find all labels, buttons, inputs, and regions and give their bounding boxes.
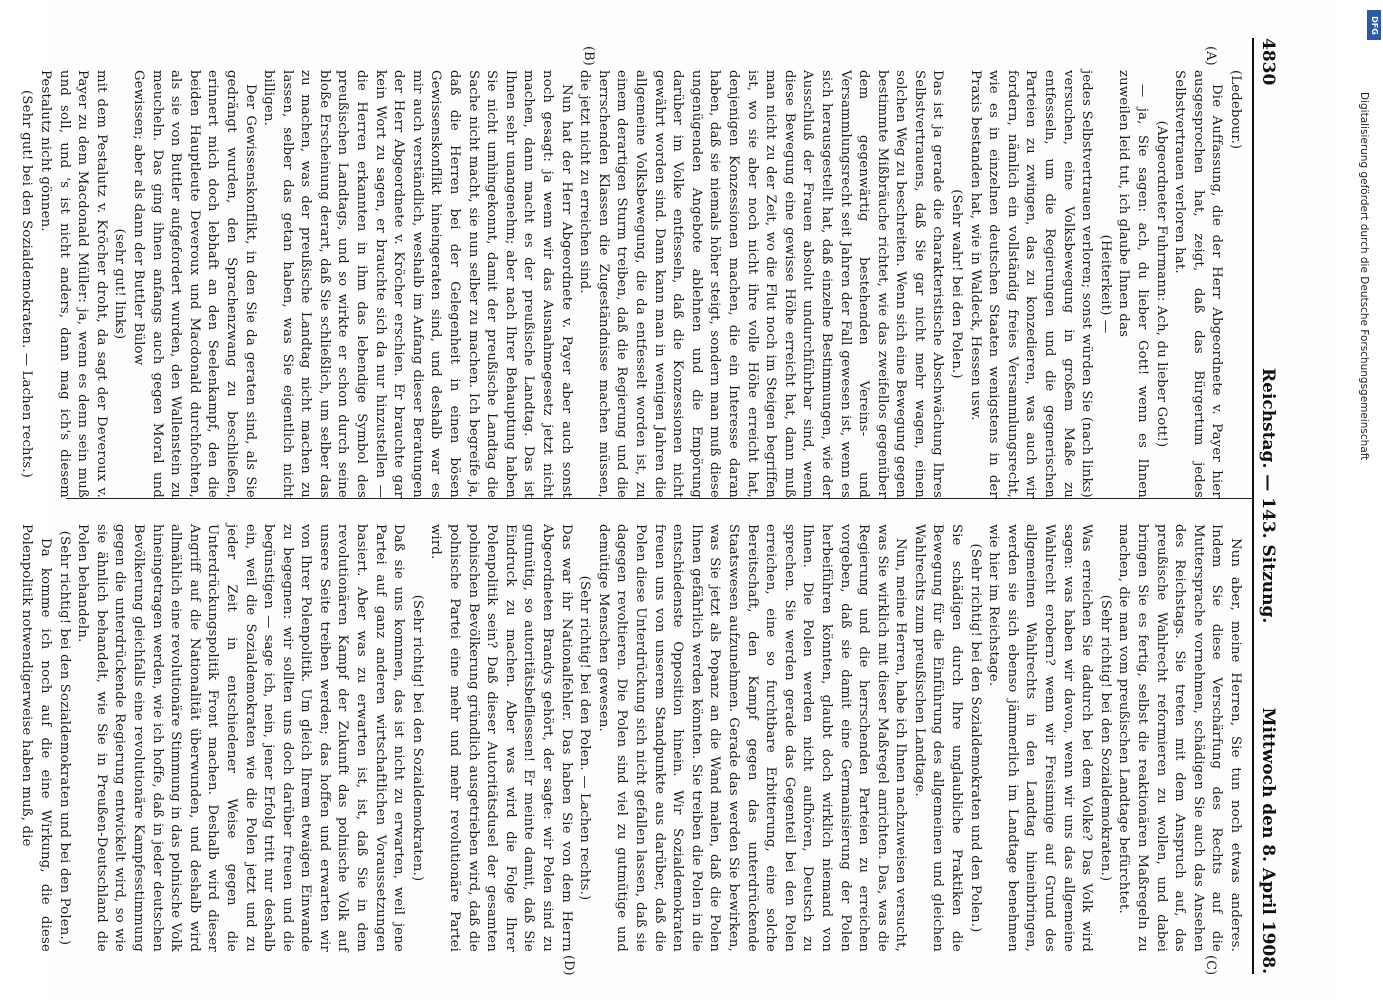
paragraph: Nun hat der Herr Abgeordnete v. Payer aber auch sonst noch gesagt: ja wenn wir das Ausnahmegesetz jetzt nicht machen, dann macht es der preußische Landtag. Das ist Ihnen sehr unangenehm; aber nach Ihrer Behauptung haben Sie nicht umhingekonnt, damit der preußische Landtag die Sache nicht macht, sie nun selber zu machen. Ich begreife ja, daß die Herren bei der Gelegenheit in einen bösen Gewissenskonflikt hineingeraten sind, und deshalb war es mir auch verständlich, weshalb im Anfang dieser Beratungen der Herr Abgeordnete v. Kröcher erschien. Er brauchte gar kein Wort zu sagen, er brauchte sich da nur hinzustellen — die Herren erkannten in ihm das lebendige Symbol des preußischen Landtags, und so wirkte er schon durch seine bloße Erscheinung derart, daß Sie schließlich, um selber das zu machen, was der preußische Landtag nicht machen zu lassen, selber das getan haben, was Sie eigentlich nicht billigen.	[261, 70, 574, 498]
paragraph: Daß sie uns kommen, das ist nicht zu erwarten, weil jene Partei auf ganz anderen wirtschaftlichen Voraussetzungen basiert. Aber was zu erwarten ist, ist, daß Sie in dem revolutionären Kampf der Zukunft das polnische Volk auf unsere Seite treiben werden; das hoffen und erwarten wir von Ihrer Polenpolitik. Um gleich Ihrem etwaigen Einwande zu begegnen: wir sollten uns doch darüber freuen und die begünstigen — sage ich, nein, jener Erfolg tritt nur deshalb ein, weil die Sozialdemokraten wie die Polen jetzt und zu jeder Zeit in entschiedener Weise gegen die Unterdrückungspolitik Front machen. Deshalb wird dieser Angriff auf die Nationalität überwunden, und deshalb wird allmählich eine revolutionäre Stimmung in das polnische Volk hineingetragen werden, wie ich hoffe, daß in jeder deutschen Bevölkerung gleichfalls eine revolutionäre Kampfesstimmung gegen die unterdrückende Regierung entwickelt wird, so wie sie ähnlich behandelt, wie Sie in Preußen-Deutschland die Polen behandeln.	[75, 524, 407, 952]
paragraph: (sehr gut! links)	[112, 228, 128, 340]
paragraph: (Sehr richtig! bei den Sozialdemokraten und bei den Polen.)	[56, 530, 72, 946]
paragraph: Nun aber, meine Herren, Sie tun noch etwas anderes. Indem Sie diese Verschärfung des Rechts auf die Muttersprache vornehmen, schädigen Sie auch das Ansehen des Reichstags. Sie treten mit dem Anspruch auf, das preußische Wahlrecht reformieren zu wollen, und dabei bringen Sie es fertig, selbst die reaktionären Maßregeln zu machen, die man vom preußischen Landtage befürchtet.	[1116, 524, 1243, 952]
header-left-title: Reichstag. — 143. Sitzung.	[1258, 368, 1278, 624]
paragraph: mit dem Pestalutz v. Kröcher droht, da sagt der Deveroux v. Payer zu dem Macdonald Müller: ja, wenn es denn sein muß und soll, und 's ist nicht anders, dann mag ich's diesem Pestalutz nicht gönnen.	[38, 70, 109, 498]
paragraph: (Sehr richtig! bei den Sozialdemokraten und den Polen.)	[967, 543, 983, 933]
digitization-note: Digitalisierung gefördert durch die Deutsche Forschungsgemeinschaft	[1358, 92, 1370, 461]
paragraph: jedes Selbstvertrauen verloren; sonst würden Sie (nach links) versuchen, eine Volksbewegung in großem Maße zu entfesseln, um die Regierungen und die gegnerischen Parteien zu zwingen, das zu konzedieren, was auch wir fordern, nämlich ein vollständig freies Versammlungsrecht, wie es in einzelnen deutschen Staaten wenigstens in der Praxis bestanden hat, wie in Waldeck, Hessen usw.	[967, 70, 1095, 498]
header-right-title: Mittwoch den 8. April 1908.	[1258, 707, 1278, 974]
column-divider	[66, 498, 1254, 499]
dfg-logo-text: DFG	[1369, 15, 1379, 35]
paragraph: Nun, meine Herren, habe ich Ihnen nachzuweisen versucht, was Sie wirklich mit dieser Maßregel anrichten. Das, was die Regierung und die herrschenden Parteien zu erreichen vorgeben, daß sie damit eine Germanisierung der Polen herbeiführen könnten, glaubt doch wirklich niemand von Ihnen. Die Polen werden nicht aufhören, Deutsch zu sprechen. Sie werden gerade das Gegenteil bei den Polen erreichen, eine so furchtbare Erbitterung, eine solche Bereitschaft, den Kampf gegen das unterdrückende Staatswesen aufzunehmen. Gerade das werden Sie bewirken, was Sie jetzt als Popanz an die Wand malen, daß die Polen Ihnen gefährlich werden könnten. Sie treiben die Polen in die entschiedenste Opposition hinein. Wir Sozialdemokraten freuen uns von unserem Standpunkte aus darüber, daß die Polen diese Unterdrückung sich nicht gefallen lassen, daß sie dagegen revoltieren. Die Polen sind viel zu gutmütige und demütige Menschen gewesen.	[595, 524, 909, 952]
paragraph: (Sehr wahr! bei den Polen.)	[949, 189, 965, 379]
paragraph: Sie schädigen durch Ihre unglaubliche Praktiken die Bewegung für die Einführung des allgemeinen und gleichen Wahlrechts zum preußischen Landtage.	[911, 524, 965, 952]
margin-letter-d: (D)	[561, 955, 576, 976]
paragraph: (Ledebour.)	[1228, 70, 1243, 150]
left-text-column	[19, 70, 1244, 498]
paragraph: Das ist ja gerade die charakteristische Abschwächung Ihres Selbstvertrauens, daß Sie gar nicht mehr wagen, einen solchen Weg zu beschreiten. Wenn sich eine Bewegung gegen bestimmte Mißbräuche richtet, wie das zweifellos gegenüber dem gegenwärtig bestehenden Vereins- und Versammlungsrecht seit Jahren der Fall gewesen ist, wenn es sich herausgestellt hat, daß einzelne Bestimmungen, wie der Ausschluß der Frauen absolut undurchführbar sind, wenn diese Bewegung eine gewisse Höhe erreicht hat, dann muß man nicht zu der Zeit, wo die Flut noch im Steigen begriffen ist, wo sie aber noch nicht ihre volle Höhe erreicht hat, denjenigen Konzessionen machen, die ein Interesse daran haben, daß sie niemals höher steigt, sondern man muß diese ungenügenden Angebote ablehnen und die Empörung darüber im Volke entfesseln, daß die Konzessionen nicht gewährt worden sind. Dann kann man in wenigen Jahren die allgemeine Volksbewegung, die da entfesselt worden ist, zu einem derartigen Sturm treiben, daß die Regierung und die herrschenden Klassen die Zugeständnisse machen müssen, die jetzt nicht zu erreichen sind.	[577, 70, 946, 498]
paragraph: (Sehr gut! bei den Sozialdemokraten. — Lachen rechts.)	[19, 90, 35, 478]
dfg-logo	[1367, 10, 1381, 40]
paragraph: (Sehr richtig! bei den Polen. — Lachen rechts.)	[577, 575, 593, 901]
paragraph: Was erreichen Sie dadurch bei dem Volke? Das Volk wird sagen: was haben wir davon, wenn wir uns das allgemeine Wahlrecht erobern? wenn wir Freisinnige auf Grund des allgemeinen Wahlrechts in den Landtag hineinbringen, werden sie sich ebenso jämmerlich im Landtage benehmen wie hier im Reichstage.	[986, 524, 1095, 952]
page-number: 4830	[1258, 38, 1278, 86]
paragraph: Da komme ich noch auf die eine Wirkung, die diese Polenpolitik notwendigerweise haben muß, die	[19, 524, 53, 952]
paragraph: (Abgeordneter Fuhrmann: Ach, du lieber Gott!)	[1153, 120, 1169, 448]
paragraph: Der Gewissenskonflikt, in den Sie da geraten sind, als Sie gedrängt wurden, den Sprachenzwang zu beschließen, erinnert mich doch lebhaft an den Seelenkampf, den die beiden Hauptleute Deveroux und Macdonald durchfochten, als sie von Buttler aufgefordert wurden, den Wallenstein zu meucheln. Das ging ihnen anfangs auch gegen Moral und Gewissen; aber als dann der Buttler Bülow	[130, 70, 258, 498]
paragraph: Die Auffassung, die der Herr Abgeordnete v. Payer hier ausgesprochen hat, zeigt, daß das Bürgertum jedes Selbstvertrauen verloren hat.	[1172, 70, 1225, 498]
paragraph: (Sehr richtig! bei den Sozialdemokraten.)	[1097, 594, 1113, 882]
paragraph: Das war ihr Nationalfehler. Das haben Sie von dem Herrn Abgeordneten Brandys gehört, der sagte: wir Polen sind zu gutmütig, so autoritätsbefliessen! Er meinte damit, daß Sie Eindruck zu machen. Aber was wird die Folge Ihrer Polenpolitik sein? Daß dieser Autoritätsdusel der gesamten polnischen Bevölkerung gründlich ausgetrieben wird, daß die polnische Partei eine mehr und mehr revolutionäre Partei wird.	[428, 524, 574, 952]
right-text-column	[19, 524, 1244, 952]
margin-letter-c: (C)	[1203, 955, 1218, 976]
digitization-credit	[1354, 10, 1374, 990]
margin-letter-b: (B)	[581, 46, 596, 66]
margin-letter-a: (A)	[1203, 46, 1218, 66]
paragraph: (Heiterkeit) —	[1097, 234, 1113, 334]
running-header	[1256, 38, 1278, 974]
rotated-page	[19, 0, 1336, 1000]
paragraph: (Sehr richtig! bei den Sozialdemokraten.)	[409, 594, 425, 882]
header-rule	[1252, 38, 1254, 974]
paragraph: — ja, Sie sagen: ach, du lieber Gott! wenn es Ihnen zuweilen leid tut, ich glaube Ihnen das	[1116, 70, 1151, 498]
